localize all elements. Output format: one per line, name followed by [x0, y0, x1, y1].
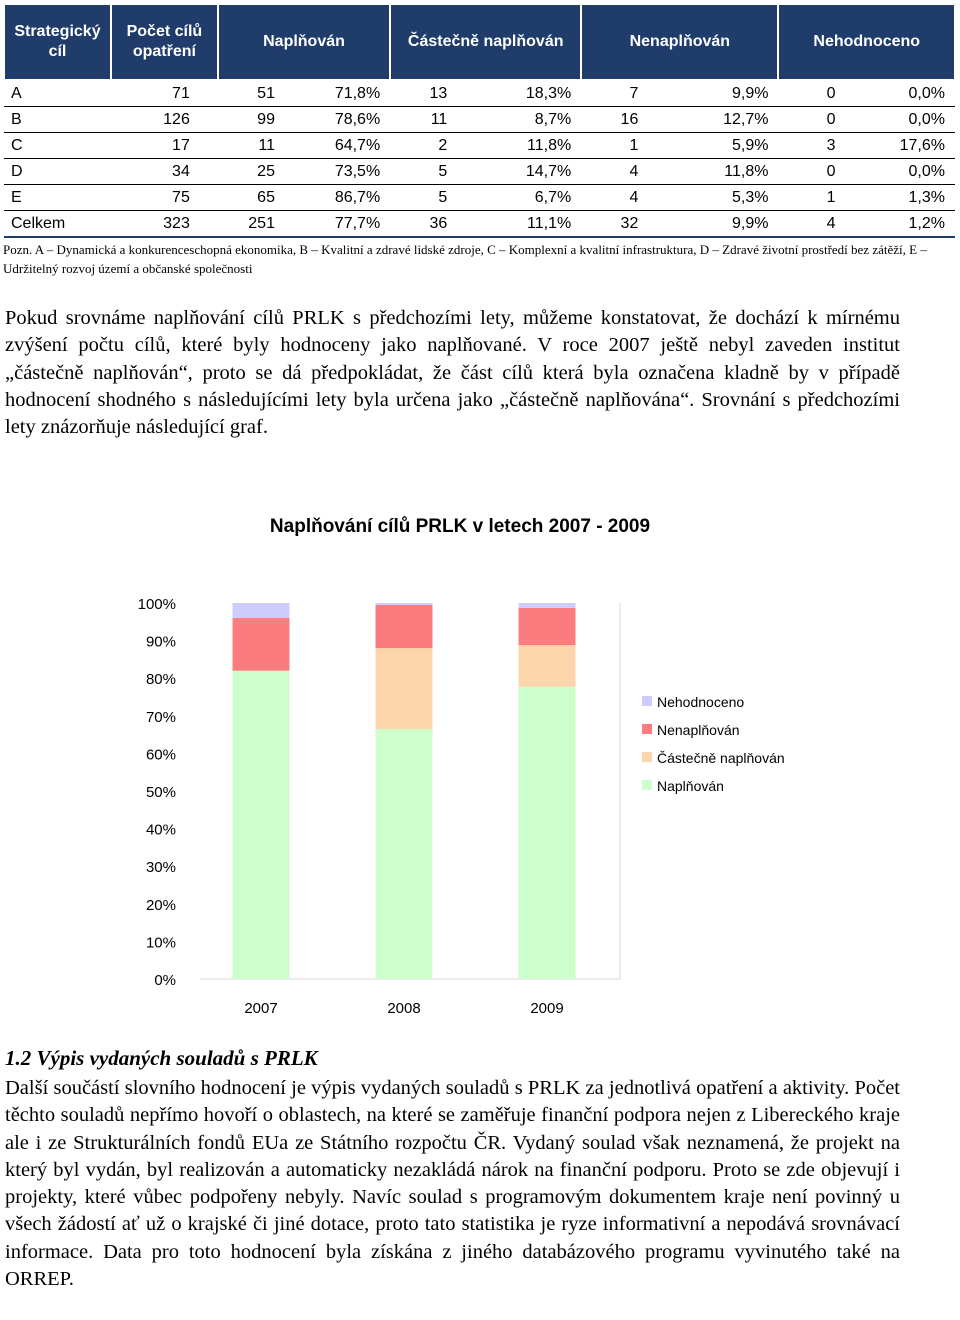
legend-swatch	[642, 780, 652, 790]
x-tick-label: 2009	[530, 1000, 564, 1017]
chart-bars	[233, 603, 576, 979]
y-tick-label: 60%	[145, 746, 176, 764]
legend-label: Nehodnoceno	[657, 694, 745, 710]
y-tick-label: 90%	[145, 633, 176, 651]
table-note: Pozn. A – Dynamická a konkurenceschopná ekonomika, B – Kvalitní a zdravé lidské zdroje, C – Komplexní a kvalitní infrastruktura, D – Zdravé životní prostředí bez zátěží, E – Udržitelný rozvoj území a občanské společnosti	[3, 242, 927, 276]
table-cell-label: Celkem	[4, 211, 111, 238]
header-unfulfilled: Nenaplňován	[581, 4, 778, 80]
header-strategic-goal: Strategický cíl	[4, 4, 111, 80]
table-cell-partial-pct: 11,1%	[475, 211, 581, 238]
y-tick-label: 20%	[145, 896, 176, 914]
bar-segment-2009-0	[519, 687, 576, 979]
chart-legend	[642, 694, 785, 794]
table-cell-fulfilled-pct: 86,7%	[303, 185, 390, 211]
section-heading: 1.2 Výpis vydaných souladů s PRLK	[5, 1046, 318, 1070]
table-cell-fulfilled: 65	[218, 185, 303, 211]
table-cell-unfulfilled: 7	[581, 80, 666, 107]
table-cell-fulfilled: 51	[218, 80, 303, 107]
chart-y-ticks	[138, 596, 176, 989]
table-cell-count: 34	[111, 159, 218, 185]
y-tick-label: 70%	[145, 708, 176, 726]
table-cell-partial-pct: 11,8%	[475, 133, 581, 159]
header-partial: Částečně naplňován	[390, 4, 581, 80]
table-cell-unrated-pct: 0,0%	[864, 107, 955, 133]
y-tick-label: 10%	[145, 934, 176, 952]
table-cell-partial: 11	[390, 107, 475, 133]
y-tick-label: 0%	[154, 972, 176, 989]
table-cell-count: 323	[111, 211, 218, 238]
table-cell-unrated-pct: 1,2%	[864, 211, 955, 238]
header-count: Počet cílů opatření	[111, 4, 218, 80]
paragraph-consents: Další součástí slovního hodnocení je výpis vydaných souladů s PRLK za jednotlivá opatření a aktivity. Počet těchto souladů nepřímo hovoří o oblastech, na které se zaměřuje finanční podpora nejen z Libereckého kraje ale i ze Strukturálních fondů EUa ze Státního rozpočtu ČR. Vydaný soulad však neznamená, že projekt na který byl vydán, byl realizován a automaticky nezakládá nárok na finanční podporu. Proto se zde objevují i projekty, které vůbec podpořeny nebyly. Navíc soulad s programovým dokumentem kraje není povinný u všech žádostí ať už o krajské či jiné dotace, proto tato statistika je ryze informativní a nepodává srovnávací informace. Data pro toto hodnocení byla získána z jiného databázového programu vyvinutého také na ORREP.	[5, 1077, 900, 1291]
bar-segment-2007-0	[233, 671, 290, 979]
table-cell-unfulfilled-pct: 12,7%	[666, 107, 778, 133]
table-cell-fulfilled: 99	[218, 107, 303, 133]
table-cell-unfulfilled-pct: 11,8%	[666, 159, 778, 185]
table-cell-fulfilled-pct: 64,7%	[303, 133, 390, 159]
table-cell-unrated-pct: 17,6%	[864, 133, 955, 159]
table-cell-partial-pct: 18,3%	[475, 80, 581, 107]
header-fulfilled: Naplňován	[218, 4, 390, 80]
legend-swatch	[642, 724, 652, 734]
y-tick-label: 30%	[145, 859, 176, 877]
y-tick-label: 80%	[145, 671, 176, 689]
table-cell-unrated: 3	[778, 133, 863, 159]
table-cell-partial: 5	[390, 185, 475, 211]
y-tick-label: 40%	[145, 821, 176, 839]
chart-title: Naplňování cílů PRLK v letech 2007 - 2009	[269, 516, 651, 537]
table-cell-partial: 5	[390, 159, 475, 185]
table-cell-unrated: 0	[778, 107, 863, 133]
table-cell-label: E	[4, 185, 111, 211]
table-cell-unrated: 0	[778, 159, 863, 185]
table-cell-unfulfilled: 4	[581, 159, 666, 185]
table-cell-unfulfilled-pct: 5,9%	[666, 133, 778, 159]
bar-segment-2009-3	[519, 603, 576, 608]
table-cell-unrated-pct: 1,3%	[864, 185, 955, 211]
table-cell-unfulfilled: 4	[581, 185, 666, 211]
table-cell-fulfilled: 251	[218, 211, 303, 238]
legend-label: Částečně naplňován	[657, 750, 785, 766]
x-tick-label: 2008	[387, 1000, 421, 1017]
x-tick-label: 2007	[244, 1000, 278, 1017]
table-cell-label: C	[4, 133, 111, 159]
table-cell-partial-pct: 14,7%	[475, 159, 581, 185]
table-cell-unrated-pct: 0,0%	[864, 80, 955, 107]
table-cell-label: D	[4, 159, 111, 185]
table-cell-unrated: 1	[778, 185, 863, 211]
y-tick-label: 50%	[145, 784, 176, 801]
table-cell-unfulfilled-pct: 5,3%	[666, 185, 778, 211]
bar-segment-2009-1	[519, 645, 576, 687]
table-cell-fulfilled-pct: 77,7%	[303, 211, 390, 238]
table-cell-count: 126	[111, 107, 218, 133]
table-cell-count: 17	[111, 133, 218, 159]
table-cell-partial-pct: 8,7%	[475, 107, 581, 133]
bar-segment-2008-2	[376, 605, 433, 648]
bar-segment-2009-2	[519, 608, 576, 645]
bar-segment-2007-3	[233, 603, 290, 618]
table-cell-partial-pct: 6,7%	[475, 185, 581, 211]
table-cell-unfulfilled-pct: 9,9%	[666, 211, 778, 238]
bar-segment-2007-2	[233, 618, 290, 671]
header-unrated: Nehodnoceno	[778, 4, 955, 80]
table-cell-count: 75	[111, 185, 218, 211]
table-cell-unfulfilled: 1	[581, 133, 666, 159]
bar-segment-2008-0	[376, 729, 433, 979]
chart-x-ticks	[244, 1000, 563, 1017]
table-cell-unrated: 0	[778, 80, 863, 107]
table-cell-unfulfilled: 16	[581, 107, 666, 133]
table-cell-fulfilled: 11	[218, 133, 303, 159]
table-cell-count: 71	[111, 80, 218, 107]
paragraph-comparison: Pokud srovnáme naplňování cílů PRLK s předchozími lety, můžeme konstatovat, že dochází k mírnému zvýšení počtu cílů, které byly hodnoceny jako naplňované. V roce 2007 ještě nebyl zaveden institut „částečně naplňován“, proto se dá předpokládat, že část cílů která byla označena kladně by v případě hodnocení shodného s následujícími lety byla určena jako „částečně naplňována“. Srovnání s předchozími lety znázorňuje následující graf.	[5, 307, 900, 439]
table-cell-fulfilled: 25	[218, 159, 303, 185]
table-cell-fulfilled-pct: 78,6%	[303, 107, 390, 133]
table-cell-unrated-pct: 0,0%	[864, 159, 955, 185]
bar-segment-2008-1	[376, 648, 433, 729]
table-cell-unfulfilled-pct: 9,9%	[666, 80, 778, 107]
legend-swatch	[642, 696, 652, 706]
table-cell-unrated: 4	[778, 211, 863, 238]
table-cell-fulfilled-pct: 73,5%	[303, 159, 390, 185]
legend-swatch	[642, 752, 652, 762]
table-cell-label: B	[4, 107, 111, 133]
bar-segment-2008-3	[376, 603, 433, 605]
table-cell-label: A	[4, 80, 111, 107]
legend-label: Naplňován	[657, 778, 724, 794]
table-cell-partial: 2	[390, 133, 475, 159]
legend-label: Nenaplňován	[657, 722, 740, 738]
table-cell-partial: 13	[390, 80, 475, 107]
table-cell-unfulfilled: 32	[581, 211, 666, 238]
table-cell-fulfilled-pct: 71,8%	[303, 80, 390, 107]
table-cell-partial: 36	[390, 211, 475, 238]
y-tick-label: 100%	[137, 596, 176, 613]
